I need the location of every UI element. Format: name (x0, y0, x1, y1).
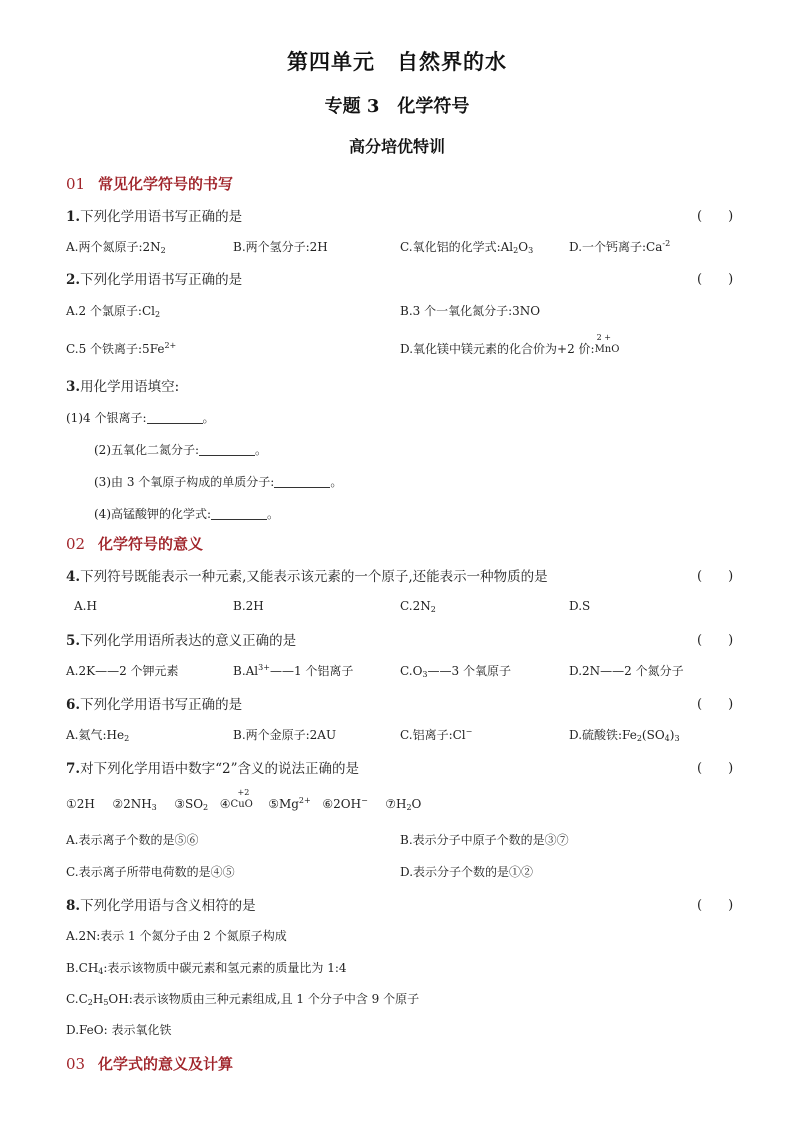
question-1 (66, 205, 242, 225)
option-c: C.氧化铝的化学式$:Al_2O_3$ (400, 240, 534, 255)
section-heading-01 (66, 173, 233, 194)
fill-in-2: (2)五氧化二氮分子: 。 (94, 443, 268, 457)
question-2: 2.下列化学用语书写正确的是 (66, 272, 243, 288)
answer-blank[interactable] (274, 475, 330, 488)
option-d: D.表示分子个数的是①② (400, 865, 534, 879)
option-d: D.2N——2 个氮分子 (569, 664, 684, 678)
answer-paren: ( ) (697, 761, 734, 776)
option-b: B.2H (233, 599, 264, 613)
question-stem: 下列化学用语书写正确的是 (80, 209, 243, 225)
answer-paren: ( ) (697, 633, 734, 648)
topic-title: 专题 3 化学符号 (324, 96, 470, 117)
option-c: $C.C_2H_5OH$:表示该物质由三种元素组成,且 1 个分子中含 9 个原子 (66, 992, 420, 1007)
answer-paren: ( ) (697, 898, 734, 913)
answer-paren: ( ) (697, 209, 734, 224)
answer-blank[interactable] (147, 411, 203, 424)
option-a: A.H (74, 599, 97, 613)
fill-in-1: (1)4 个银离子: 。 (66, 411, 215, 425)
option-c: $C.2N_2$ (400, 599, 436, 614)
section-number: 01 (66, 175, 86, 193)
fill-in-4: (4)高锰酸钾的化学式: 。 (94, 507, 280, 521)
question-number: 1. (66, 209, 81, 225)
answer-paren: ( ) (697, 697, 734, 712)
fill-in-3: (3)由 3 个氧原子构成的单质分子: 。 (94, 475, 343, 489)
answer-paren: ( ) (697, 272, 734, 287)
option-b: B.3 个一氧化氮分子:3NO (400, 304, 541, 318)
question-7: 7.对下列化学用语中数字“2”含义的说法正确的是 (66, 761, 359, 777)
option-d: D.氧化镁中镁元素的化合价为+2 价: 2 + MnO (400, 333, 620, 356)
option-d: D.硫酸铁$:Fe_2(SO_4)_3$ (569, 728, 680, 743)
section-heading-02: 02 化学符号的意义 (66, 535, 204, 553)
section-heading-03: 03 化学式的意义及计算 (66, 1055, 234, 1073)
option-a: A.2K——2 个钾元素 (66, 664, 179, 678)
option-c: C.铝离子:Cl− (400, 727, 473, 742)
option-b: B.两个金原子:2AU (233, 728, 337, 742)
unit-title: 第四单元 自然界的水 (287, 49, 507, 74)
option-a: A.表示离子个数的是⑤⑥ (66, 833, 199, 847)
option-b: $B.CH_4$:表示该物质中碳元素和氢元素的质量比为 1:4 (66, 961, 347, 976)
option-d: D.FeO: 表示氧化铁 (66, 1023, 172, 1037)
symbol-list: ①2H $②2NH_3$ $③SO_2$ ④ +2 CuO $⑤Mg^{2+}$ ⑥2OH− $⑦H_2O$ (66, 788, 422, 812)
answer-blank[interactable] (211, 507, 267, 520)
option-d: D.S (569, 599, 591, 613)
answer-paren: ( ) (697, 569, 734, 584)
question-5: 5.下列化学用语所表达的意义正确的是 (66, 633, 297, 649)
option-a: A.两个氮原子$:2N_2$ (66, 240, 166, 255)
question-6: 6.下列化学用语书写正确的是 (66, 697, 243, 713)
section-title: 高分培优特训 (348, 137, 445, 156)
section-heading-text: 常见化学符号的书写 (98, 175, 234, 193)
answer-blank[interactable] (199, 443, 255, 456)
question-3: 3.用化学用语填空: (66, 379, 180, 395)
option-d: D.一个钙离子$:Ca^{-2}$ (569, 239, 671, 254)
option-c: $C.O_3——3$ 个氧原子 (400, 664, 511, 679)
question-4: 4.下列符号既能表示一种元素,又能表示该元素的一个原子,还能表示一种物质的是 (66, 569, 548, 585)
question-8: 8.下列化学用语与含义相符的是 (66, 898, 256, 914)
option-b: B.表示分子中原子个数的是③⑦ (400, 833, 569, 847)
option-a: A.氦气$:He_2$ (66, 728, 130, 743)
option-a: A.2N:表示 1 个氮分子由 2 个氮原子构成 (66, 929, 287, 943)
option-c: C.表示离子所带电荷数的是④⑤ (66, 865, 235, 879)
option-b: $B.Al^{3+}——1$ 个铝离子 (233, 663, 354, 678)
option-c: C.5 个铁离子$:5Fe^{2+}$ (66, 341, 177, 356)
option-a: A.2 个氯原子$:Cl_2$ (66, 304, 161, 319)
valence-formula: 2 + MnO (594, 333, 620, 355)
option-b: B.两个氢分子:2H (233, 240, 328, 254)
